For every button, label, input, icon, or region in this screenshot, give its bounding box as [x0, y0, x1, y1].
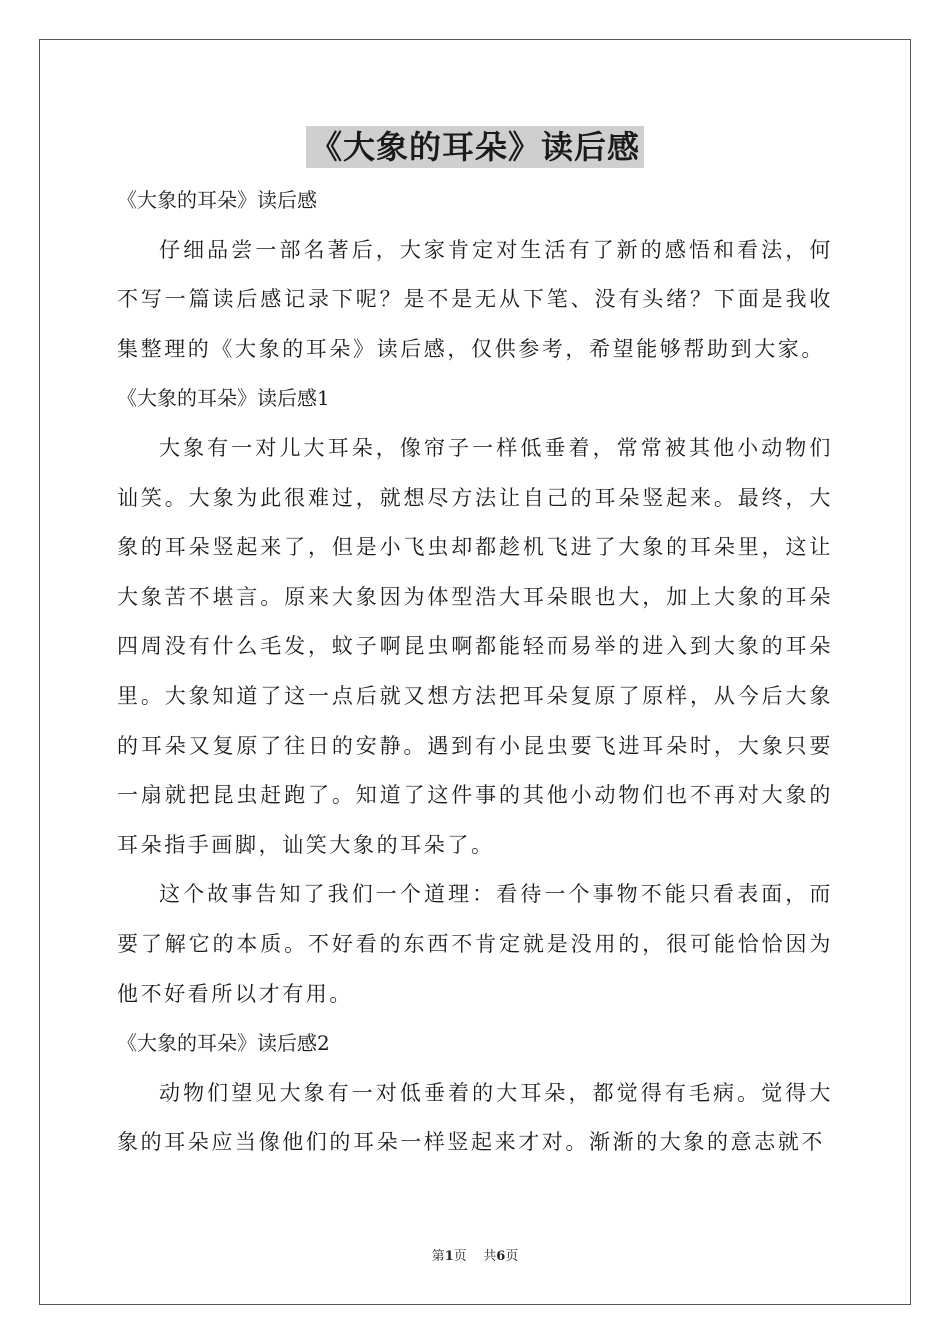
document-title: 《大象的耳朵》读后感 [306, 126, 644, 168]
paragraph: 仔细品尝一部名著后，大家肯定对生活有了新的感悟和看法，何不写一篇读后感记录下呢？是不是无从下笔、没有头绪？下面是我收集整理的《大象的耳朵》读后感，仅供参考，希望能够帮助到大家。 [117, 237, 833, 361]
section-heading: 《大象的耳朵》读后感2 [117, 1031, 330, 1056]
section-heading: 《大象的耳朵》读后感 [117, 188, 317, 212]
page-footer [0, 1248, 950, 1266]
document-body [117, 176, 833, 1168]
paragraph: 动物们望见大象有一对低垂着的大耳朵，都觉得有毛病。觉得大象的耳朵应当像他们的耳朵一样竖起来才对。渐渐的大象的意志就不 [117, 1080, 833, 1155]
current-page-number: 1 [444, 1249, 454, 1264]
paragraph: 这个故事告知了我们一个道理：看待一个事物不能只看表面，而要了解它的本质。不好看的东西不肯定就是没用的，很可能恰恰因为他不好看所以才有用。 [117, 882, 833, 1006]
footer-prefix: 第 [431, 1249, 445, 1264]
section-heading: 《大象的耳朵》读后感1 [117, 386, 330, 411]
paragraph: 大象有一对儿大耳朵，像帘子一样低垂着，常常被其他小动物们讪笑。大象为此很难过，就想尽方法让自己的耳朵竖起来。最终，大象的耳朵竖起来了，但是小飞虫却都趁机飞进了大象的耳朵里，这让大象苦不堪言。原来大象因为体型浩大耳朵眼也大，加上大象的耳朵四周没有什么毛发，蚊子啊昆虫啊都能轻而易举的进入到大象的耳朵里。大象知道了这一点后就又想方法把耳朵复原了原样，从今后大象的耳朵又复原了往日的安静。遇到有小昆虫要飞进耳朵时，大象只要一扇就把昆虫赶跑了。知道了这件事的其他小动物们也不再对大象的耳朵指手画脚，讪笑大象的耳朵了。 [117, 435, 833, 857]
footer-mid: 页 共 [453, 1249, 497, 1264]
footer-suffix: 页 [505, 1249, 519, 1264]
total-page-count: 6 [496, 1249, 506, 1264]
title-container [0, 126, 950, 168]
